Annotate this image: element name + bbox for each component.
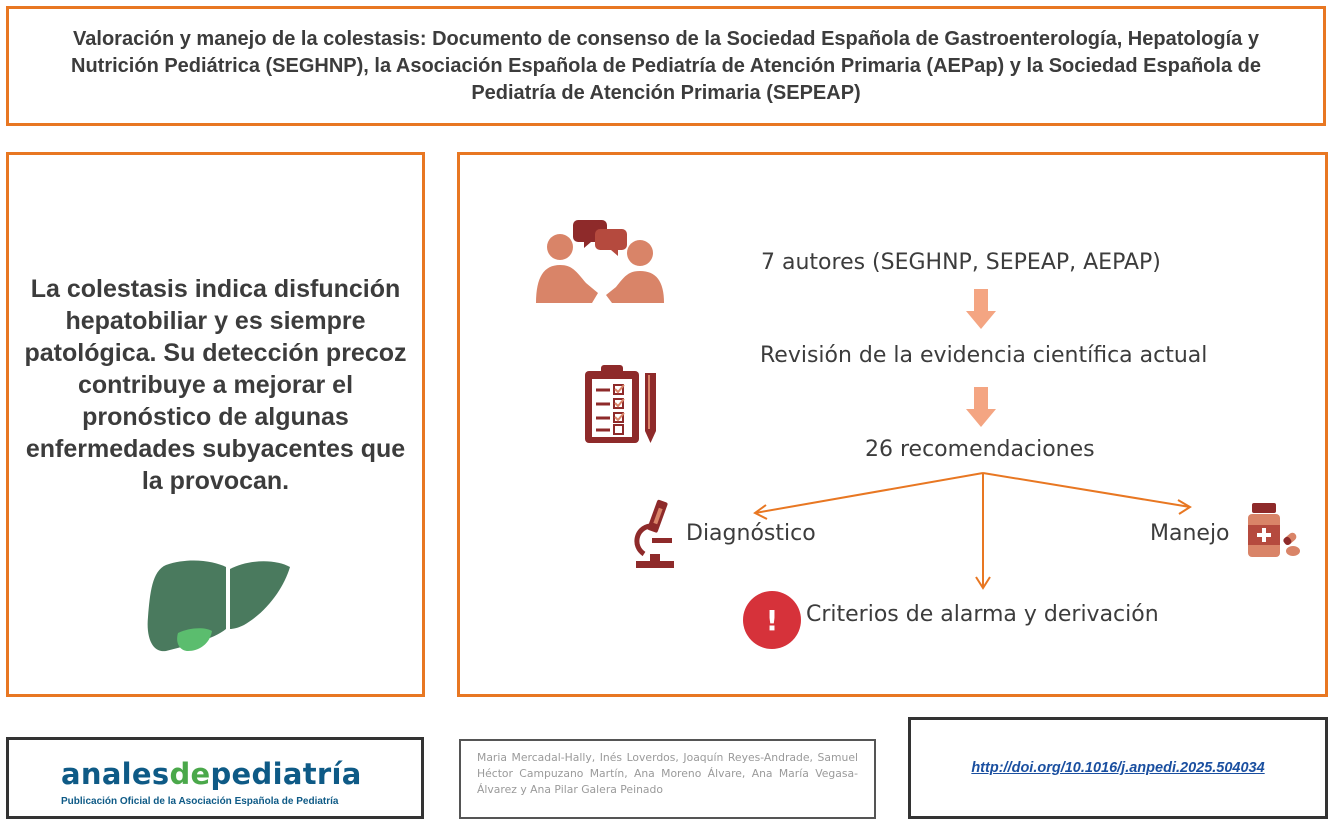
flow-panel <box>457 152 1328 697</box>
document-title: Valoración y manejo de la colestasis: Documento de consenso de la Sociedad Española de Gastroenterología, Hepatología y Nutrición Pediátrica (SEGHNP), la Asociación Española de Pediatría de Atención Primaria (AEPap) y la Sociedad Española de Pediatría de Atención Primaria (SEPEAP) <box>71 27 1261 104</box>
summary-panel <box>6 152 425 697</box>
doi-link[interactable]: http://doi.org/10.1016/j.anpedi.2025.504034 <box>971 760 1265 776</box>
authors-box <box>459 739 876 819</box>
summary-text: La colestasis indica disfunción hepatobiliar y es siempre patológica. Su detección precoz contribuye a mejorar el pronóstico de algunas enfermedades subyacentes que la provocan. <box>24 275 407 495</box>
journal-name: analesdepediatría <box>61 757 362 791</box>
arrow-to-management <box>983 473 1190 507</box>
arrow-to-diagnosis <box>755 473 983 513</box>
gallbladder <box>177 628 212 651</box>
journal-subtitle: Publicación Oficial de la Asociación Española de Pediatría <box>61 796 339 807</box>
liver-icon <box>144 557 294 653</box>
title-box <box>6 6 1326 126</box>
recommendations-step: 26 recomendaciones <box>865 437 1095 462</box>
authors-list: Maria Mercadal-Hally, Inés Loverdos, Joaquín Reyes-Andrade, Samuel Héctor Campuzano Martín, Ana Moreno Álvare, Ana María Vegasa-Álvarez y Ana Pilar Galera Peinado <box>477 751 858 796</box>
journal-logo-box <box>6 737 424 819</box>
microscope-icon <box>630 498 680 570</box>
authors-step: 7 autores (SEGHNP, SEPEAP, AEPAP) <box>761 250 1161 275</box>
alert-symbol: ! <box>765 604 779 637</box>
review-step: Revisión de la evidencia científica actual <box>760 343 1208 368</box>
management-branch: Manejo <box>1150 521 1230 546</box>
doi-box <box>908 717 1328 819</box>
alert-icon <box>742 590 802 650</box>
alarm-branch: Criterios de alarma y derivación <box>806 602 1159 627</box>
diagnosis-branch: Diagnóstico <box>686 521 816 546</box>
medication-icon <box>1245 501 1303 559</box>
liver-right-lobe <box>230 561 290 629</box>
